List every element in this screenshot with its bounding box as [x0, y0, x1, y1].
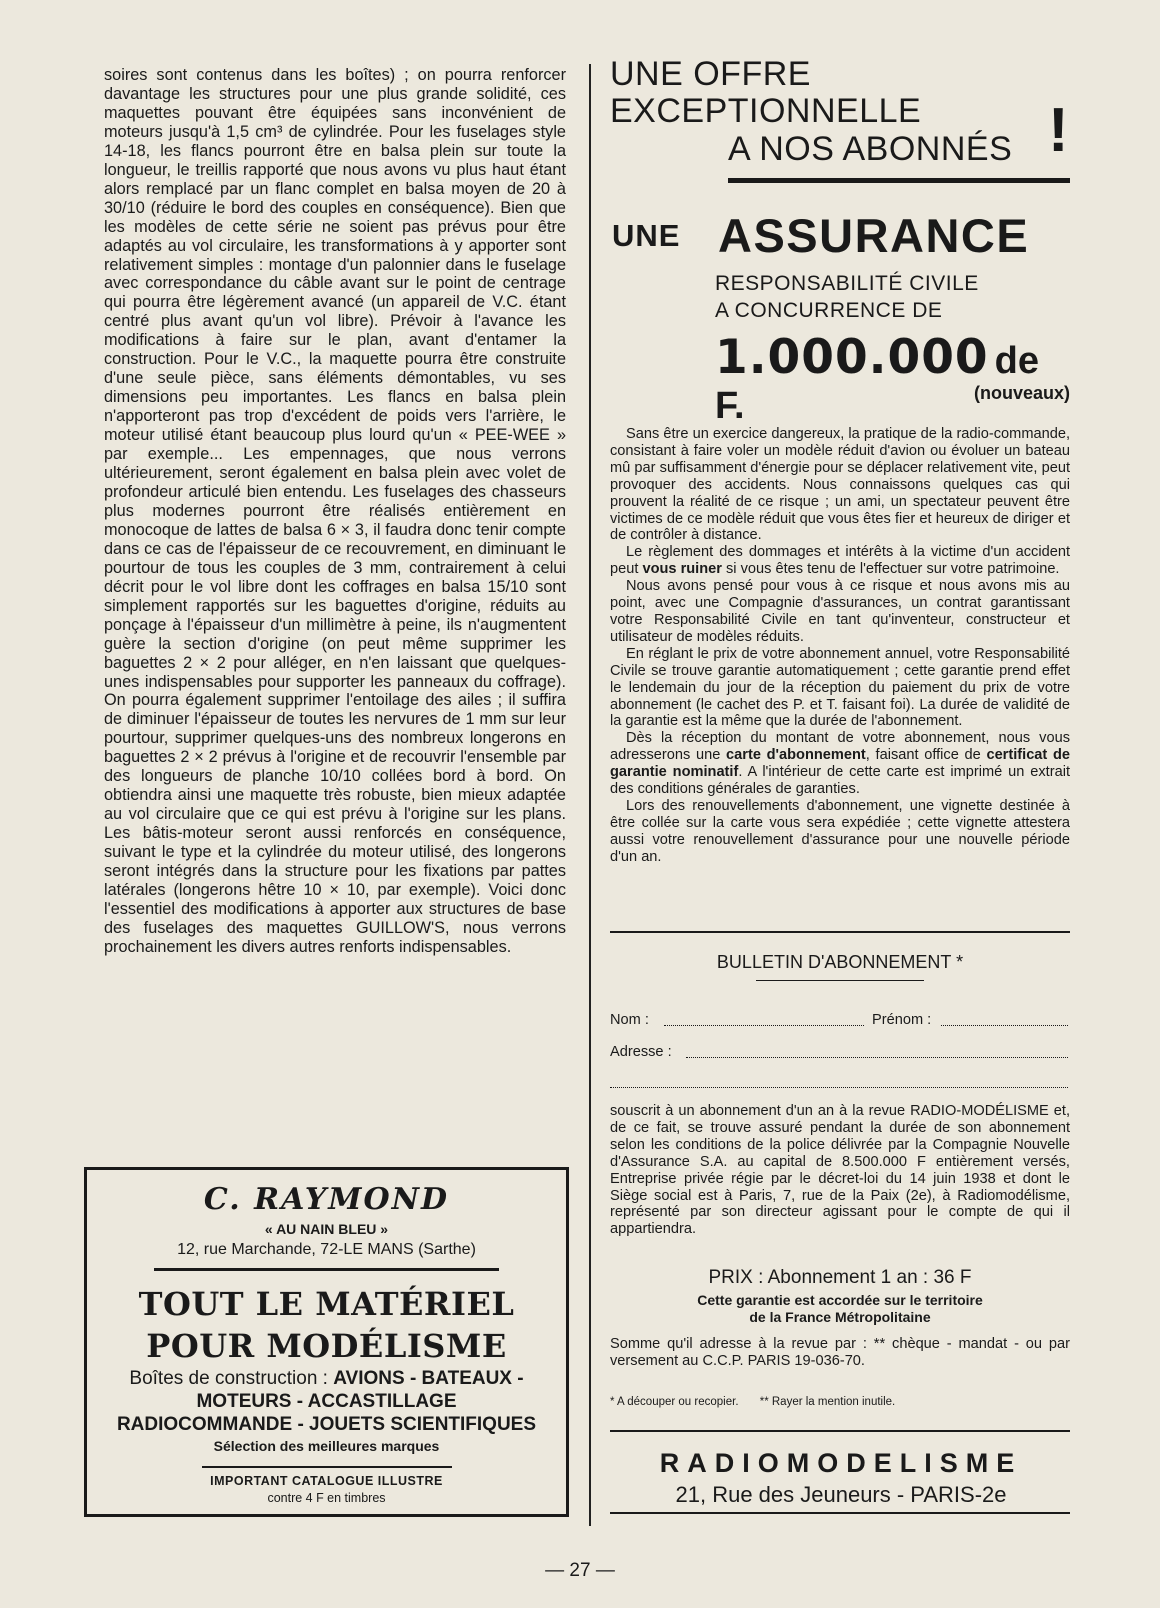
p2-bold: vous ruiner: [642, 561, 722, 578]
nom-field[interactable]: [664, 1025, 864, 1026]
ad-catalogue: IMPORTANT CATALOGUE ILLUSTRE: [210, 1474, 443, 1488]
garantie-line-2: de la France Métropolitaine: [749, 1309, 931, 1325]
assurance-une: UNE: [612, 218, 681, 253]
ad-divider-2: [202, 1466, 452, 1468]
ad-headline-2: POUR MODÉLISME: [146, 1327, 507, 1365]
p5-bold-1: carte d'abonnement: [726, 747, 866, 764]
adresse-label: Adresse :: [610, 1044, 672, 1060]
offer-header: [610, 56, 1070, 174]
offer-line-1: UNE OFFRE: [610, 55, 811, 93]
ad-products-line-1: [87, 1367, 566, 1390]
footnotes: [610, 1396, 913, 1408]
prenom-label: Prénom :: [872, 1012, 932, 1028]
amount-unit: de F.: [715, 340, 1039, 427]
ad-headline-1: TOUT LE MATÉRIEL: [138, 1285, 515, 1323]
payment-text: Somme qu'il adresse à la revue par : ** chèque - mandat - ou par versement au C.C.P. PARIS 19-036-70.: [610, 1336, 1070, 1369]
body-paragraph-4: En réglant le prix de votre abonnement annuel, votre Responsabilité Civile se trouve garantie automatiquement ; cette garantie prend effet le lendemain du jour de la réception du paiement du prix de votre abonnement (le cachet des P. et T. faisant foi). La durée de validité de la garantie est la même que la durée de l'abonnement.: [610, 645, 1070, 730]
footer-ad-bottom-rule: [610, 1512, 1070, 1514]
adresse-field[interactable]: [686, 1057, 1068, 1058]
ad-products-line-2: MOTEURS - ACCASTILLAGE: [196, 1391, 457, 1412]
ad-boites-items: AVIONS - BATEAUX -: [333, 1368, 524, 1389]
ad-address: 12, rue Marchande, 72-LE MANS (Sarthe): [177, 1241, 476, 1258]
amount-number: 1.000.000: [715, 330, 989, 385]
body-paragraph-2: [610, 544, 1070, 578]
ad-divider: [154, 1268, 499, 1271]
raymond-advertisement: [84, 1167, 569, 1517]
page-number: — 27 —: [545, 1560, 615, 1581]
bulletin-top-rule: [610, 931, 1070, 933]
prenom-field[interactable]: [941, 1025, 1068, 1026]
responsabilite-text: [715, 270, 979, 324]
ad-shop-tagline: « AU NAIN BLEU »: [264, 1221, 389, 1237]
body-paragraph-3: Nous avons pensé pour vous à ce risque et nous avons mis au point, avec une Compagnie d'assurances, un contrat garantissant votre Responsabilité Civile en tant qu'inventeur, constructeur et utilisateur de modèles réduits.: [610, 578, 1070, 645]
offer-exclamation: !: [1048, 96, 1070, 165]
ad-catalogue-price: contre 4 F en timbres: [267, 1491, 386, 1505]
p5-text-b: , faisant office de: [865, 747, 987, 764]
amount-note: (nouveaux): [973, 383, 1070, 403]
resp-line-2: A CONCURRENCE DE: [715, 299, 943, 322]
ad-products-line-3: RADIOCOMMANDE - JOUETS SCIENTIFIQUES: [116, 1414, 537, 1435]
article-column: [104, 66, 566, 957]
garantie-line-1: Cette garantie est accordée sur le territoire: [697, 1292, 983, 1308]
footnote-1: * A découper ou recopier.: [610, 1396, 739, 1408]
bulletin-title: BULLETIN D'ABONNEMENT *: [716, 952, 964, 972]
radiomodelisme-title: RADIOMODELISME: [659, 1448, 1023, 1478]
radiomodelisme-address: 21, Rue des Jeuneurs - PARIS-2e: [675, 1482, 1007, 1507]
ad-shop-name: C. RAYMOND: [203, 1182, 450, 1217]
souscription-text: souscrit à un abonnement d'un an à la revue RADIO-MODÉLISME et, de ce fait, se trouve assuré pendant la durée de son abonnement selon les conditions de la police délivrée par la Compagnie Nouvelle d'Assurance S.A. au capital de 8.500.000 F entièrement versés, Entreprise privée régie par le décret-loi du 14 juin 1938 et dont le Siège social est à Paris, 7, rue de la Paix (2e), à Radiomodélisme, représenté par son directeur agissant pour le compte de qui il appartiendra.: [610, 1103, 1070, 1238]
nom-label: Nom :: [610, 1012, 649, 1028]
resp-line-1: RESPONSABILITÉ CIVILE: [715, 272, 979, 295]
body-paragraph-5: [610, 730, 1070, 798]
article-paragraph: soires sont contenus dans les boîtes) ; on pourra renforcer davantage les structures pour une plus grande solidité, ces maquettes pouvant être équipées sans inconvénient de moteurs jusqu'à 1,5 cm³ de cylindrée. Pour les fuselages style 14-18, les flancs pourront être en balsa plein sur toute la longueur, le treillis rapporté que nous avons vu plus haut étant alors remplacé par un flanc complet en balsa moyen de 20 à 30/10 (réduire le bord des couples en conséquence). Bien que les modèles de cette série ne soient pas prévus pour être adaptés au vol circulaire, les transformations à y apporter sont relativement simples : montage d'un palonnier dans le fuselage avec correspondance du câble avant sur le point de centrage qui pourra être légèrement avancé (un appareil de V.C. étant centré plus avant qu'un vol libre). Prévoir à l'avance les modifications à faire sur le plan, avant d'entamer la construction. Pour le V.C., la maquette pourra être construite d'une seule pièce, sans éléments démontables, vu ses dimensions peu importantes. Les flancs en balsa plein n'apporteront pas trop d'excédent de poids vers l'arrière, le moteur utilisé étant beaucoup plus lourd qu'un « PEE-WEE » par exemple... Les empennages, que nous verrons ultérieurement, seront également en balsa plein avec volet de profondeur articulé bien entendu. Les fuselages des chasseurs plus modernes pourront être réalisés entièrement en monocoque de lattes de balsa 6 × 3, il faudra donc tenir compte dans ce cas de l'épaisseur de ce recouvrement, en diminuant le pourtour de tous les couples de 3 mm, contrairement à celui décrit pour le vol libre dont les coffrages en balsa 15/10 sont simplement rapportés sur les baguettes d'origine, réduits au ponçage à l'épaisseur d'un millimètre à peine, ils n'augmentent guère la section d'origine (on peut même supprimer les baguettes 2 × 2 pour alléger, en n'en laissant que quelques-unes indispensables pour supporter les panneaux du coffrage). On pourra également supprimer l'entoilage des ailes ; il suffira de diminuer l'épaisseur de toutes les nervures de 1 mm sur leur pourtour, supprimer quelques-uns des nombreux longerons en baguettes 2 × 2 prévus à l'origine et de recouvrir l'ensemble par des longueurs de planche 10/10 collées bord à bord. On obtiendra ainsi une maquette très robuste, bien mieux adaptée au vol circulaire que ce qui est prévu à l'origine sur les plans. Les bâtis-moteur seront aussi renforcés en conséquence, suivant le type et la cylindrée du moteur utilisé, des longerons seront intégrés dans la structure pour les fixations par pattes latérales (longerons hêtre 10 × 10, par exemple). Voici donc l'essentiel des modifications à apporter aux structures de base des fuselages des maquettes GUILLOW'S, nous verrons prochainement les divers autres renforts indispensables.: [104, 66, 566, 956]
price-line: PRIX : Abonnement 1 an : 36 F: [708, 1267, 972, 1288]
assurance-title: [612, 208, 1070, 260]
ad-selection: Sélection des meilleures marques: [213, 1438, 440, 1454]
p5-text-c: . A l'intérieur de cette carte est imprimé un extrait des conditions générales de garanties.: [610, 764, 1070, 798]
body-paragraph-1: Sans être un exercice dangereux, la pratique de la radio-commande, consistant à faire voler un modèle réduit d'avion ou évoluer un bateau mû par suffisamment d'énergie pour se déplacer relativement vite, peut provoquer des accidents. Nous connaissons quelques cas qui prouvent la réalité de ce risque ; un ami, un spectateur peuvent être victimes de ce modèle réduit que vous êtes fier et heureux de diriger et de contrôler à distance.: [610, 426, 1070, 544]
adresse-field-line-2[interactable]: [610, 1087, 1068, 1088]
p2-text-b: si vous êtes tenu de l'effectuer sur votre patrimoine.: [721, 561, 1060, 578]
column-divider: [589, 64, 591, 1526]
bulletin-title-underline: [756, 980, 924, 981]
insurance-amount: [715, 330, 1070, 428]
p2-text-a: Le règlement des dommages et intérêts à la victime d'un accident peut: [610, 544, 1070, 578]
p5-bold-2: certificat de garantie nominatif: [610, 747, 1071, 781]
garantie-note: [610, 1292, 1070, 1326]
footnote-2: ** Rayer la mention inutile.: [759, 1396, 896, 1408]
insurance-body: [610, 426, 1070, 866]
footer-ad-rule: [610, 1430, 1070, 1432]
assurance-word: ASSURANCE: [718, 209, 1030, 262]
offer-line-3: A NOS ABONNÉS: [728, 130, 1013, 168]
p5-text-a: Dès la réception du montant de votre abonnement, nous vous adresserons une: [610, 730, 1070, 764]
ad-boites-prefix: Boîtes de construction :: [129, 1368, 334, 1389]
offer-line-2: EXCEPTIONNELLE: [610, 92, 922, 130]
offer-heading: [610, 56, 1070, 174]
body-paragraph-6: Lors des renouvellements d'abonnement, une vignette destinée à être collée sur la carte vous sera expédiée ; cette vignette attestera aussi votre renouvellement d'assurance pour une nouvelle période d'un an.: [610, 797, 1070, 865]
offer-rule: [728, 178, 1070, 183]
